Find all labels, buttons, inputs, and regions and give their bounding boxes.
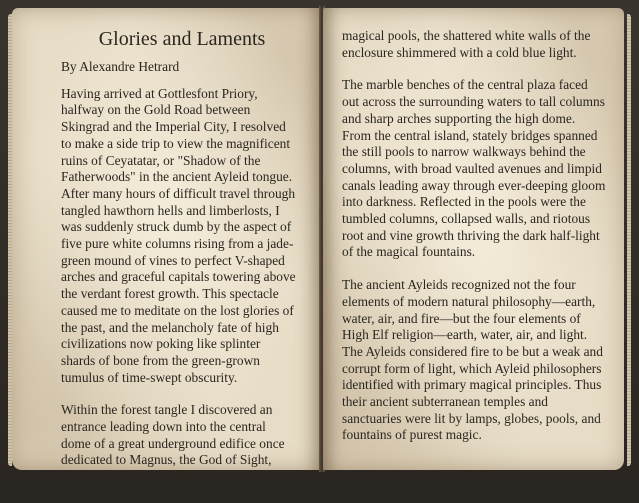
left-paragraph-1: Having arrived at Gottlesfont Priory, halfway on the Gold Road between Skingrad and the Imperial City, I resolved to make a side trip to view the magnificent ruins of Ceyatatar, or "Shadow of the Fatherwoods" in the ancient Ayleid tongue. After many hours of difficult travel through tangled hawthorn hells and limberlosts, I was suddenly struck dumb by the aspect of five pure white columns rising from a jade-green mound of vines to perfect V-shaped arches and graceful capitals towering above the verdant forest growth. This spectacle caused me to meditate on the lost glories of the past, and the melancholy fate of high civilizations now poking like splinter shards of bone from the green-grown tumulus of time-swept obscurity. (61, 85, 296, 385)
left-page (12, 8, 321, 501)
right-page-edges (627, 14, 631, 466)
book-author: By Alexandre Hetrard (61, 59, 180, 74)
right-paragraph-3: The ancient Ayleids recognized not the four elements of modern natural philosophy—earth, water, air, and fire—but the four elements of High Elf religion—earth, water, air, and light. The Ayleids considered fire to be but a weak and corrupt form of light, which Ayleid philosophers identified with primary magical principles. Thus their ancient subterranean temples and sanctuaries were lit by lamps, globes, pools, and fountains of purest magic. (342, 277, 603, 443)
book-title: Glories and Laments (98, 28, 266, 50)
right-page (323, 8, 624, 470)
right-paragraph-2: The marble benches of the central plaza faced out across the surrounding waters to tall columns and sharp arches supporting the high dome. From the central island, stately bridges spanned the still pools to narrow walkways behind the columns, with broad vaulted avenues and limpid canals leading away through ever-deeping gloom into darkness. Reflected in the pools were the tumbled columns, collapsed walls, and riotous root and vine growth thriving the dark half-light of the magical fountains. (342, 77, 606, 260)
left-paragraph-2: Within the forest tangle I discovered an entrance leading down into the central dome of a great underground edifice once dedicated to Magnus, the God of Sight, Light, and Insight. Dimly lit by the faded power of its (61, 402, 285, 501)
right-paragraph-1: magical pools, the shattered white walls of the enclosure shimmered with a cold blue light. (342, 28, 591, 60)
